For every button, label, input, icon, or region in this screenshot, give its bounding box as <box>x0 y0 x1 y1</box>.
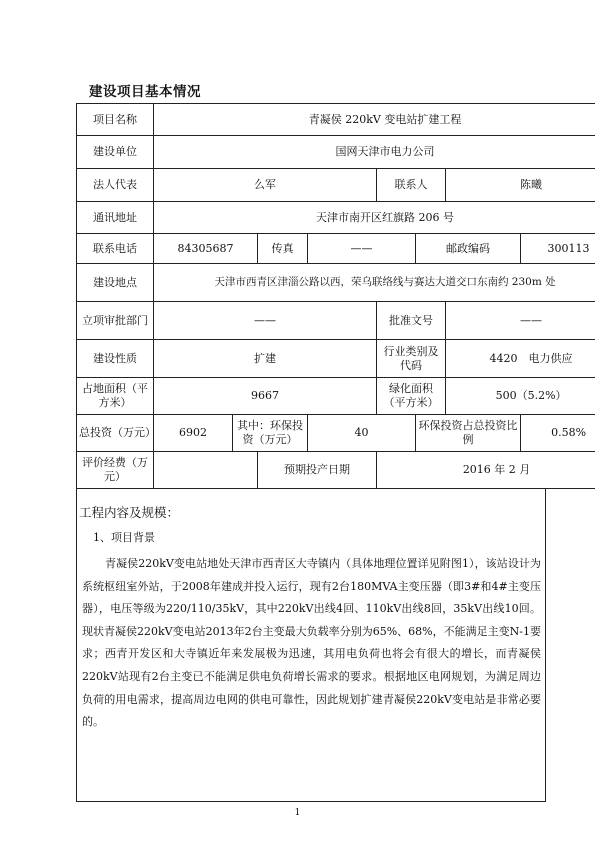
approval-doc-value: —— <box>446 302 595 340</box>
section-subtitle: 1、项目背景 <box>93 531 155 544</box>
approval-doc-label: 批准文号 <box>377 302 446 340</box>
section-title: 工程内容及规模： <box>79 505 180 520</box>
table-row <box>77 234 595 264</box>
industry-label: 行业类别及代码 <box>377 340 446 378</box>
phone-label: 联系电话 <box>77 234 154 264</box>
postcode-value: 300113 <box>521 234 595 264</box>
area-value: 9667 <box>154 378 377 415</box>
table-row <box>77 169 595 202</box>
approval-dept-label: 立项审批部门 <box>77 302 154 340</box>
table-row <box>77 378 595 415</box>
legal-rep-label: 法人代表 <box>77 169 154 202</box>
legal-rep-value: 么军 <box>154 169 377 202</box>
env-invest-value: 40 <box>308 415 416 452</box>
phone-value: 84305687 <box>154 234 258 264</box>
env-ratio-label: 环保投资占总投资比例 <box>416 415 521 452</box>
table-row <box>77 340 595 378</box>
background-paragraph: 青凝侯220kV变电站地处天津市西青区大寺镇内（具体地理位置详见附图1），该站设计为系统枢纽室外站，于2008年建成并投入运行，现有2台180MVA主变压器（即3#和4#主变压器），电压等级为220/110/35kV，其中220kV出线4回、110kV出线8回，35kV出线10回。现状青凝侯220kV变电站2013年2台主变最大负载率分别为65%、68%，不能满足主变N-1要求；西青开发区和大寺镇近年来发展极为迅速，其用电负荷也将会有很大的增长，而青凝侯220kV站现有2台主变已不能满足供电负荷增长需求的要求。根据地区电网规划，为满足周边负荷的用电需求，提高周边电网的供电可靠性，因此规划扩建青凝侯220kV变电站是非常必要的。 <box>82 557 541 729</box>
builder-label: 建设单位 <box>77 136 154 169</box>
table-row <box>77 136 595 169</box>
location-label: 建设地点 <box>77 264 154 302</box>
address-value: 天津市南开区红旗路 206 号 <box>154 202 595 234</box>
table-row <box>77 264 595 302</box>
invest-value: 6902 <box>154 415 233 452</box>
page-title: 建设项目基本情况 <box>89 84 201 100</box>
nature-value: 扩建 <box>154 340 377 378</box>
table-row <box>77 202 595 234</box>
project-info-table <box>76 103 595 489</box>
eval-fee-value <box>154 452 258 489</box>
project-name-label: 项目名称 <box>77 104 154 136</box>
contact-label: 联系人 <box>377 169 446 202</box>
env-invest-label: 其中：环保投资（万元） <box>233 415 308 452</box>
area-label: 占地面积（平方米） <box>77 378 154 415</box>
nature-label: 建设性质 <box>77 340 154 378</box>
table-row <box>77 302 595 340</box>
env-ratio-value: 0.58% <box>521 415 595 452</box>
project-name-value: 青凝侯 220kV 变电站扩建工程 <box>154 104 595 136</box>
approval-dept-value: —— <box>154 302 377 340</box>
page-number: 1 <box>294 808 301 818</box>
table-row <box>77 452 595 489</box>
invest-label: 总投资（万元） <box>77 415 154 452</box>
eval-fee-label: 评价经费（万元） <box>77 452 154 489</box>
fax-label: 传真 <box>258 234 308 264</box>
green-label: 绿化面积（平方米） <box>377 378 446 415</box>
start-date-label: 预期投产日期 <box>258 452 377 489</box>
industry-value: 4420 电力供应 <box>446 340 595 378</box>
address-label: 通讯地址 <box>77 202 154 234</box>
location-value: 天津市西青区津淄公路以西，荣乌联络线与赛达大道交口东南约 230m 处 <box>154 264 595 302</box>
builder-value: 国网天津市电力公司 <box>154 136 595 169</box>
green-value: 500（5.2%） <box>446 378 595 415</box>
contact-value: 陈曦 <box>446 169 595 202</box>
postcode-label: 邮政编码 <box>416 234 521 264</box>
start-date-value: 2016 年 2 月 <box>377 452 595 489</box>
fax-value: —— <box>308 234 416 264</box>
table-row <box>77 415 595 452</box>
table-row <box>77 104 595 136</box>
